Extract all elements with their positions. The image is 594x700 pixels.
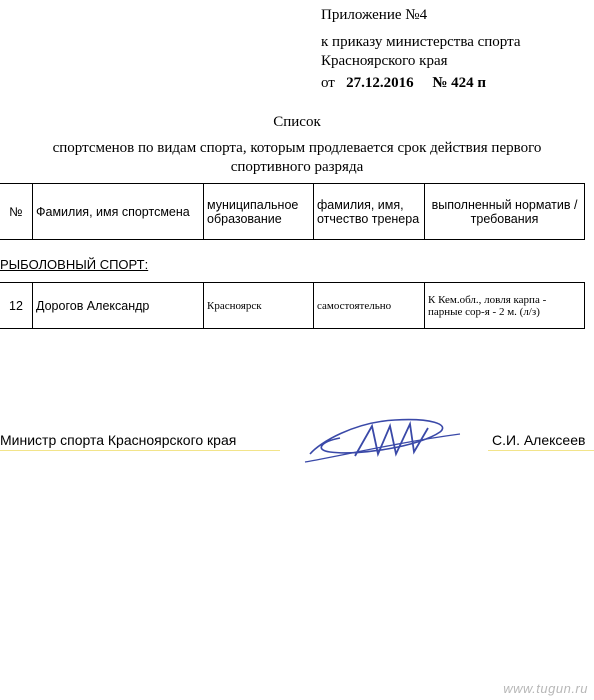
signature-underline-right bbox=[488, 450, 594, 451]
row-athlete-name: Дорогов Александр bbox=[33, 283, 204, 329]
header-number: № bbox=[0, 184, 33, 240]
order-line-2: Красноярского края bbox=[321, 53, 448, 69]
row-coach: самостоятельно bbox=[314, 283, 425, 329]
order-line-1: к приказу министерства спорта bbox=[321, 34, 521, 50]
athletes-table bbox=[0, 183, 585, 240]
document-title: Список bbox=[273, 114, 321, 130]
header-requirement: выполненный норматив /требования bbox=[425, 184, 585, 240]
row-number: 12 bbox=[0, 283, 33, 329]
header-athlete-name: Фамилия, имя спортсмена bbox=[33, 184, 204, 240]
site-watermark: www.tugun.ru bbox=[503, 681, 588, 696]
signature-underline-left bbox=[0, 450, 280, 451]
header-coach-name: фамилия, имя, отчество тренера bbox=[314, 184, 425, 240]
header-municipality: муниципальное образование bbox=[204, 184, 314, 240]
signature-image bbox=[300, 412, 470, 472]
sport-section-label: РЫБОЛОВНЫЙ СПОРТ: bbox=[0, 257, 149, 272]
order-date: 27.12.2016 bbox=[346, 75, 414, 91]
table-header-row bbox=[0, 184, 585, 240]
order-number: № 424 п bbox=[432, 75, 487, 91]
minister-name: С.И. Алексеев bbox=[492, 432, 586, 448]
order-date-line bbox=[321, 73, 486, 93]
date-prefix: от bbox=[321, 75, 335, 91]
appendix-title: Приложение №4 bbox=[321, 7, 428, 23]
minister-position: Министр спорта Красноярского края bbox=[0, 432, 237, 448]
document-subtitle-2: спортивного разряда bbox=[230, 159, 364, 175]
row-requirement: К Кем.обл., ловля карпа - парные сор-я - 2 м. (л/з) bbox=[425, 283, 585, 329]
document-subtitle-1: спортсменов по видам спорта, которым продлевается срок действия первого bbox=[52, 140, 542, 156]
row-municipality: Красноярск bbox=[204, 283, 314, 329]
table-row bbox=[0, 283, 585, 329]
athletes-data-table bbox=[0, 282, 585, 329]
